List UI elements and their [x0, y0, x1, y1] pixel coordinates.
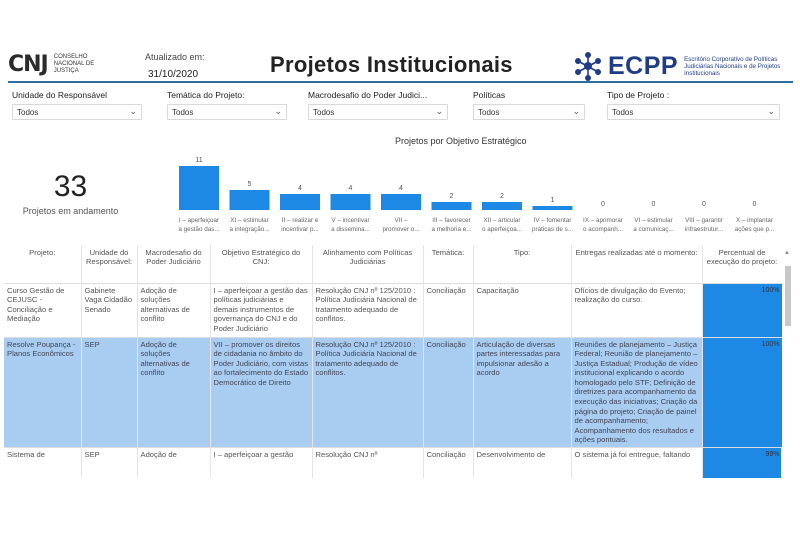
chart-category-label: IX – aprimorar [583, 217, 623, 224]
chart-bar[interactable] [179, 166, 219, 210]
filter-politicas-dropdown[interactable] [473, 104, 585, 120]
chart-category-label: o acompanh... [583, 226, 623, 233]
filter-unidade-dropdown[interactable] [12, 104, 142, 120]
kpi-value: 33 [53, 170, 88, 203]
last-updated-date: 31/10/2020 [148, 69, 199, 80]
chart-data-label: 1 [550, 197, 555, 204]
col-header-objetivo[interactable]: Objetivo Estratégico do CNJ: [210, 245, 312, 283]
filter-politicas [473, 90, 585, 120]
col-header-percentual[interactable]: Percentual de execução do projeto: [702, 245, 782, 283]
cell-objetivo: I – aperfeiçoar a gestão [210, 448, 312, 478]
projects-table [4, 245, 782, 492]
chart-category-label: XI – estimular [230, 217, 269, 224]
cell-objetivo: VII – promover os direitos de cidadania no âmbito do Poder Judiciário, com vistas ao fortalecimento do Estado Democrático de Direito [210, 337, 312, 448]
ecpp-logo-mark: ECPP [608, 51, 679, 80]
chart-category-label: incentivar p... [281, 226, 319, 233]
cell-projeto: Sistema de [4, 448, 81, 478]
chart-category-label: promover o... [382, 226, 420, 233]
col-header-entregas[interactable]: Entregas realizadas até o momento: [571, 245, 702, 283]
cell-unidade: Gabinete Vaga Cidadão Senado [81, 283, 137, 337]
chart-data-label: 0 [651, 201, 656, 208]
chart-data-label: 4 [399, 185, 403, 192]
chart-category-label: a integração... [229, 226, 270, 233]
cell-entregas: Reuniões de planejamento – Justiça Federal; Reunião de planejamento – Justiça Estadual; Produção de vídeo institucional explicando o acordo homologado pelo STF; Definição de diretrizes para acompanhamento da execução das iniciativas; Criação da página do projeto; Criação de painel de acompanhamento; Acompanhamento dos resultados e ações pontuais. [571, 337, 702, 448]
cell-objetivo: I – aperfeiçoar a gestão das políticas judiciárias e demais instrumentos de governança do CNJ e do Poder Judiciário [210, 283, 312, 337]
chevron-down-icon: ⌄ [274, 106, 282, 116]
chart-category-label: a melhoria e... [431, 226, 472, 233]
cell-percentual [702, 283, 782, 337]
chart-category-label: infraestrutur... [684, 226, 724, 233]
report-canvas [0, 42, 800, 492]
last-updated-label: Atualizado em: [145, 52, 205, 62]
chart-bar[interactable] [432, 202, 472, 210]
filter-unidade-value: Todos [17, 108, 39, 117]
filter-tematica-value: Todos [172, 108, 194, 117]
chart-category-label: VIII – garantir [685, 217, 723, 224]
cell-tipo: Articulação de diversas partes interessadas para impulsionar adesão a acordo [473, 337, 571, 448]
cell-macrodesafio: Adoção de [137, 448, 210, 478]
chart-data-label: 0 [601, 201, 605, 208]
filter-macrodesafio-dropdown[interactable] [308, 104, 448, 120]
chevron-down-icon: ⌄ [129, 106, 137, 116]
chart-bar[interactable] [381, 194, 421, 210]
col-header-tematica[interactable]: Temática: [423, 245, 473, 283]
chart-category-label: ações que p... [734, 226, 775, 233]
chart-category-label: III – favorecer [432, 217, 471, 224]
cell-tematica: Conciliação [423, 448, 473, 478]
kpi-label: Projetos em andamento [22, 206, 119, 216]
table-scrollbar[interactable] [784, 250, 792, 490]
cnj-logo-text: CONSELHO NACIONAL DE JUSTIÇA [53, 54, 95, 74]
percent-text: 100% [761, 340, 780, 348]
cell-tipo: Desenvolvimento de [473, 448, 571, 478]
chart-category-label: VII – [394, 217, 408, 224]
cell-percentual [702, 448, 782, 478]
chart-data-label: 4 [348, 185, 353, 192]
chart-data-label: 0 [752, 201, 757, 208]
table-row[interactable] [4, 283, 782, 337]
ecpp-logo [572, 50, 799, 82]
cell-macrodesafio: Adoção de soluções alternativas de conflito [137, 337, 210, 448]
chart-bar[interactable] [533, 206, 573, 210]
table-row-selected[interactable] [4, 337, 782, 448]
cell-tematica: Conciliação [423, 283, 473, 337]
cell-alinhamento: Resolução CNJ nº [312, 448, 423, 478]
cell-entregas: O sistema já foi entregue, faltando [571, 448, 702, 478]
scrollbar-thumb[interactable] [785, 266, 791, 326]
ecpp-logo-text: Escritório Corporativo de Políticas Judiciárias Nacionais e de Projetos Institucionais [684, 55, 781, 77]
filter-politicas-value: Todos [478, 108, 500, 117]
ecpp-network-icon [572, 50, 604, 82]
chart-category-label: a gestão das... [178, 226, 220, 233]
chart-bar[interactable] [230, 190, 270, 210]
chart-category-label: a dissemina... [331, 226, 370, 233]
col-header-tipo[interactable]: Tipo: [473, 245, 571, 283]
col-header-macrodesafio[interactable]: Macrodesafio do Poder Judiciário [137, 245, 210, 283]
col-header-projeto[interactable]: Projeto: [4, 245, 81, 283]
cell-entregas: Ofícios de divulgação do Evento; realização do curso. [571, 283, 702, 337]
filter-unidade [12, 90, 142, 120]
chevron-down-icon: ⌄ [435, 106, 443, 116]
table-header-row [4, 245, 782, 283]
table-row[interactable] [4, 448, 782, 478]
filter-politicas-label: Políticas [473, 90, 506, 100]
chart-bar[interactable] [331, 194, 371, 210]
filter-tipo [607, 90, 780, 120]
percent-text: 99% [765, 451, 780, 459]
chart-category-label: o aperfeiçoa... [482, 226, 522, 233]
chart-data-label: 4 [298, 185, 302, 192]
filter-macrodesafio-value: Todos [313, 108, 335, 117]
scroll-up-icon[interactable]: ▲ [784, 250, 790, 256]
cell-unidade: SEP [81, 337, 137, 448]
chevron-down-icon: ⌄ [767, 106, 775, 116]
cnj-logo [8, 52, 114, 77]
chart-data-label: 0 [702, 201, 706, 208]
cell-projeto: Resolve Poupança - Planos Econômicos [4, 337, 81, 448]
filter-tematica-label: Temática do Projeto: [167, 90, 245, 100]
percent-text: 100% [761, 286, 780, 294]
filter-tipo-label: Tipo de Projeto : [607, 90, 670, 100]
last-updated [145, 52, 205, 80]
filter-macrodesafio [308, 90, 448, 120]
header-divider [8, 81, 793, 83]
filter-macrodesafio-label: Macrodesafio do Poder Judici... [308, 90, 428, 100]
cell-percentual [702, 337, 782, 448]
chart-data-label: 11 [195, 157, 203, 164]
cell-tipo: Capacitação [473, 283, 571, 337]
col-header-unidade[interactable]: Unidade do Responsável: [81, 245, 137, 283]
cell-macrodesafio: Adoção de soluções alternativas de conflito [137, 283, 210, 337]
cell-alinhamento: Resolução CNJ nº 125/2010 : Política Judiciária Nacional de tratamento adequado de conflitos. [312, 283, 423, 337]
chart-title: Projetos por Objetivo Estratégico [395, 136, 527, 146]
objectives-bar-chart [170, 150, 780, 245]
filter-tipo-value: Todos [612, 108, 634, 117]
chart-data-label: 5 [247, 181, 252, 188]
chart-category-label: IV – fomentar [533, 217, 572, 224]
filter-tipo-dropdown[interactable] [607, 104, 780, 120]
chart-data-label: 2 [449, 193, 454, 200]
chart-category-label: X – implantar [735, 217, 774, 224]
cnj-logo-mark: CNJ [8, 52, 48, 77]
chart-bar[interactable] [482, 202, 522, 210]
chart-category-label: XII – articular [483, 217, 521, 224]
percent-bar [703, 338, 782, 448]
chart-category-label: II – realizar e [281, 217, 319, 224]
chart-data-label: 2 [500, 193, 504, 200]
cell-tematica: Conciliação [423, 337, 473, 448]
kpi-card [18, 170, 123, 216]
filter-tematica [167, 90, 287, 120]
cell-projeto: Curso Gestão de CEJUSC - Conciliação e Mediação [4, 283, 81, 337]
filter-unidade-label: Unidade do Responsável [12, 90, 107, 100]
chart-category-label: VI – estimular [634, 217, 673, 224]
cell-unidade: SEP [81, 448, 137, 478]
chart-category-label: I – aperfeiçoar [178, 217, 220, 224]
filter-tematica-dropdown[interactable] [167, 104, 287, 120]
col-header-alinhamento[interactable]: Alinhamento com Políticas Judiciárias [312, 245, 423, 283]
chart-category-label: práticas de s... [532, 226, 573, 233]
page-title: Projetos Institucionais [270, 52, 513, 77]
chart-category-label: a comunicaç... [633, 226, 674, 233]
chart-category-label: V – incentivar [331, 217, 370, 224]
chevron-down-icon: ⌄ [572, 106, 580, 116]
cell-alinhamento: Resolução CNJ nº 125/2010 : Política Judiciária Nacional de tratamento adequado de conflitos. [312, 337, 423, 448]
chart-bar[interactable] [280, 194, 320, 210]
